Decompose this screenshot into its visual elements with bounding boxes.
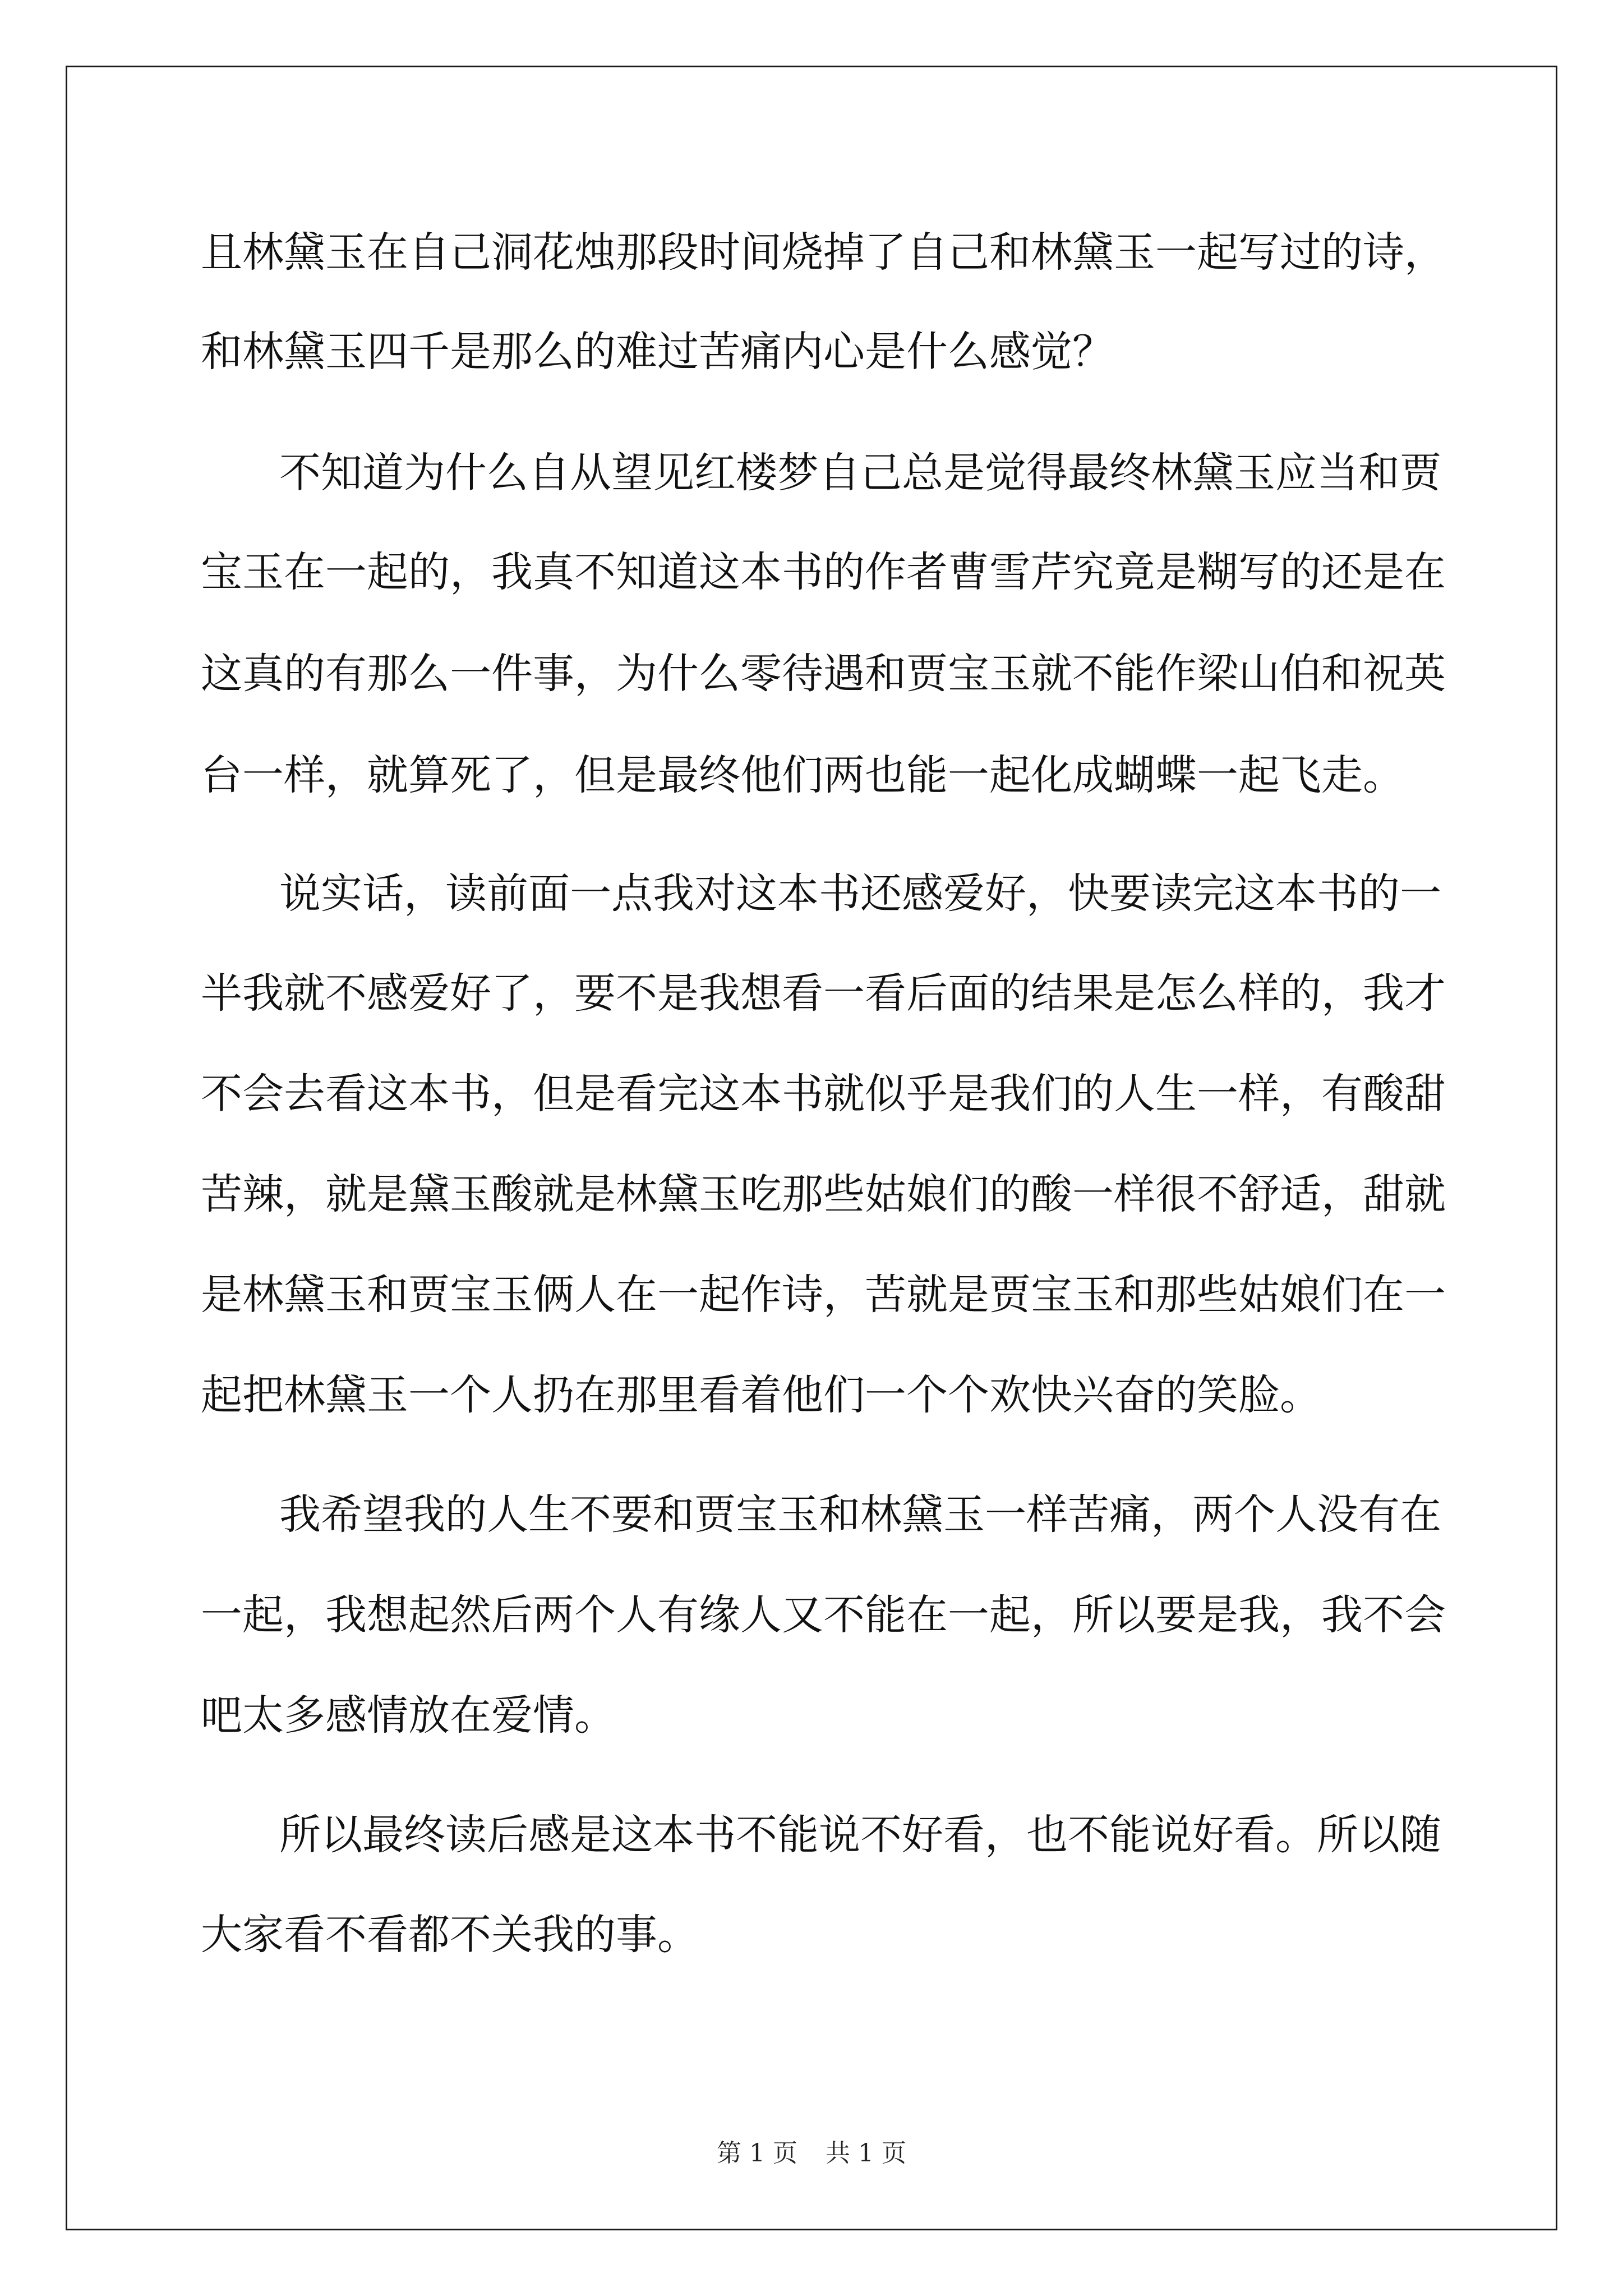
text-line: 吧太多感情放在爱情。 — [201, 1691, 616, 1740]
paragraph-start-line: 说实话，读前面一点我对这本书还感爱好，快要读完这本书的一 — [279, 869, 1441, 918]
page-number: 第 1 页 — [717, 2139, 797, 2168]
text-line: 大家看不看都不关我的事。 — [201, 1911, 699, 1959]
paragraph-start-line: 我希望我的人生不要和贾宝玉和林黛玉一样苦痛，两个人没有在 — [279, 1490, 1441, 1539]
page-footer — [0, 2141, 1623, 2166]
text-line: 是林黛玉和贾宝玉俩人在一起作诗，苦就是贾宝玉和那些姑娘们在一 — [201, 1271, 1446, 1319]
text-line: 半我就不感爱好了，要不是我想看一看后面的结果是怎么样的，我才 — [201, 969, 1446, 1018]
text-line: 起把林黛玉一个人扔在那里看着他们一个个欢快兴奋的笑脸。 — [201, 1371, 1321, 1419]
page-total: 共 1 页 — [826, 2139, 906, 2168]
text-line: 且林黛玉在自己洞花烛那段时间烧掉了自己和林黛玉一起写过的诗， — [201, 228, 1446, 277]
text-line: 宝玉在一起的，我真不知道这本书的作者曹雪芹究竟是糊写的还是在 — [201, 548, 1446, 596]
text-line: 不会去看这本书，但是看完这本书就似乎是我们的人生一样，有酸甜 — [201, 1070, 1446, 1118]
page-border — [66, 66, 1557, 2230]
text-line: 这真的有那么一件事，为什么零待遇和贾宝玉就不能作梁山伯和祝英 — [201, 650, 1446, 698]
text-line: 和林黛玉四千是那么的难过苦痛内心是什么感觉？ — [201, 328, 1114, 376]
text-line: 苦辣，就是黛玉酸就是林黛玉吃那些姑娘们的酸一样很不舒适，甜就 — [201, 1170, 1446, 1218]
paragraph-start-line: 不知道为什么自从望见红楼梦自己总是觉得最终林黛玉应当和贾 — [279, 449, 1441, 497]
text-line: 一起，我想起然后两个人有缘人又不能在一起，所以要是我，我不会 — [201, 1591, 1446, 1639]
text-line: 台一样，就算死了，但是最终他们两也能一起化成蝴蝶一起飞走。 — [201, 751, 1404, 799]
paragraph-start-line: 所以最终读后感是这本书不能说不好看，也不能说好看。所以随 — [279, 1811, 1441, 1859]
